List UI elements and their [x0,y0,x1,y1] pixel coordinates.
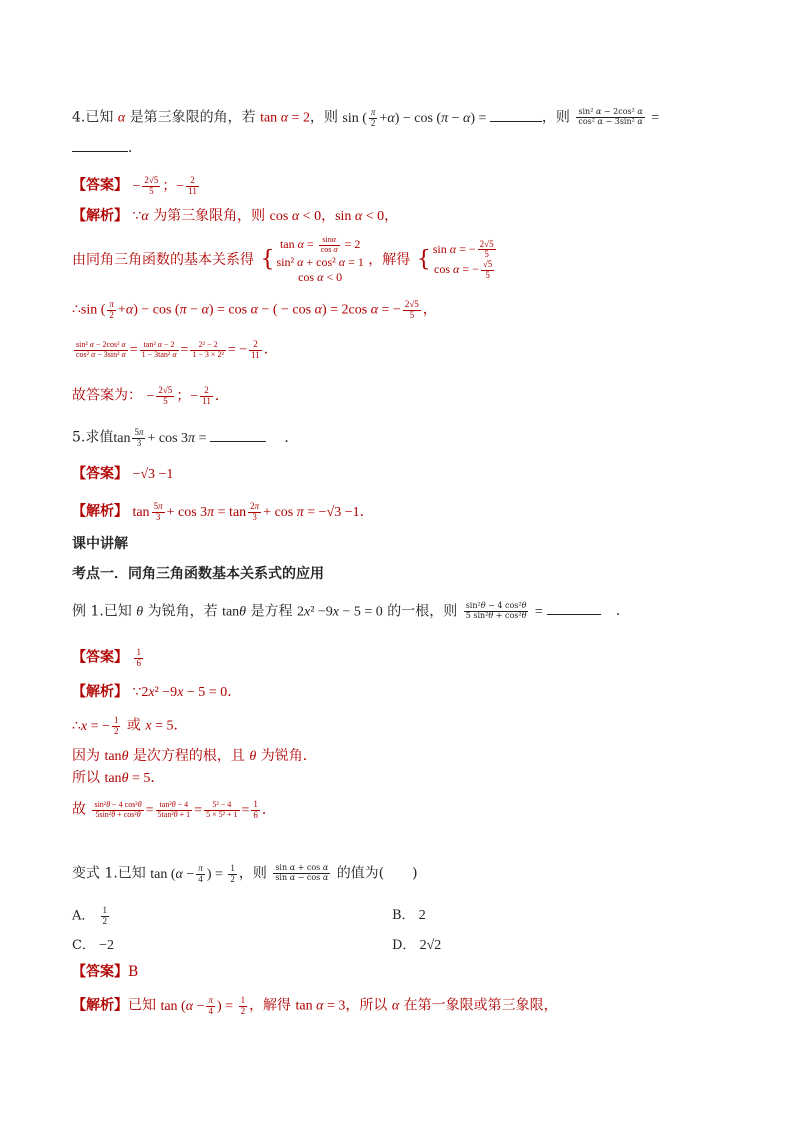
ex1-analysis-4: 所以 tanθ = 5． [72,770,165,786]
q5-analysis: 【解析】 tan $\frac{5\pi}{3}$ + cos 3π = tan $\frac{2\pi}{3}$ + cos π = −√3 −1． [72,501,374,522]
ex1-answer: 【答案】 $\frac{1}{6}$ [72,647,141,668]
q5-stem: 5.求值tan $\frac{5\pi}{3}$ + cos 3π = ． [72,427,299,448]
var1-option-c[interactable]: C． −2 [72,938,114,953]
q4-final: 故答案为： − $\frac{2√5}{5}$ ；− $\frac{2}{11}$ ． [72,385,229,406]
ex1-analysis-5: 故 $\frac{\text{sin²θ − 4 cos²θ}}{\text{5sin²θ + cos²θ}}$ = $\frac{\text{tan²θ − 4}}{\text{5tan²θ + 1}}$ = $\frac{\text{5² − 4}}{\text{5 × 5² + 1}}$ = $\frac{1}{6}$ ． [72,799,276,820]
q4-stem: 4.已知 α 是第三象限的角，若 tan α = 2，则 sin ( $\frac{\pi}{2}$ +α) − cos (π − α) = ，则 $\frac{\text{sin² α − 2cos² α}}{\text{cos² α − 3sin² α}}$ = [72,107,660,128]
q5-answer: 【答案】 −√3 −1 [72,466,174,482]
q4-analysis-3: ∴sin ( $\frac{\pi}{2}$ +α) − cos (π − α) = cos α − ( − cos α) = 2cos α = − $\frac{2√5}{5}$ ， [72,299,437,320]
q4-analysis-2: 由同角三角函数的基本关系得 {tan α = $\frac{\sin\alpha}{\text{cos α}}$ = 2 sin² α + cos² α = 1 cos α < 0 ，解得 {sin α = − $\frac{2√5}{5}$ cos α = − $\frac{√5}{5}$ [72,235,494,284]
var1-stem: 变式 1.已知 tan (α − $\frac{\pi}{4}$ ) = $\frac{1}{2}$ ，则 $\frac{\text{sin α + cos α}}{\text{sin α − cos α}}$ 的值为( ) [72,863,418,884]
ex1-analysis-3: 因为 tanθ 是次方程的根，且 θ 为锐角． [72,748,317,764]
var1-option-d[interactable]: D． 2√2 [392,938,442,953]
ex1-blank[interactable] [547,614,601,615]
q5-blank[interactable] [210,441,266,442]
q4-answer: 【答案】 − $\frac{2√5}{5}$ ；− $\frac{2}{11}$ [72,175,197,196]
var1-analysis: 【解析】已知 tan (α − $\frac{\pi}{4}$ ) = $\frac{1}{2}$ ，解得 tan α = 3，所以 α 在第一象限或第三象限， [72,995,558,1016]
var1-answer: 【答案】B [72,964,139,980]
var1-option-a[interactable]: A． $\frac{1}{2}$ [72,905,108,926]
q4-analysis-4: $\frac{\text{sin² α − 2cos² α}}{\text{cos² α − 3sin² α}}$ = $\frac{\text{tan² α − 2}}{\text{1 − 3tan² α}}$ = $\frac{\text{2² − 2}}{\text{1 − 3 × 2²}}$ = − $\frac{2}{11}$ ． [76,339,278,360]
section-title: 课中讲解 [72,536,128,552]
ex1-analysis-2: ∴x = − $\frac{1}{2}$ 或 x = 5． [72,715,188,736]
ex1-stem: 例 1.已知 θ 为锐角，若 tanθ 是方程 2x² −9x − 5 = 0 的一根，则 $\frac{\text{sin²θ − 4 cos²θ}}{\text{5 sin²θ + cos²θ}}$ = ． [72,601,630,620]
q4-blank-2[interactable] [72,151,128,152]
q4-analysis-1: 【解析】 ∵α 为第三象限角，则 cos α < 0，sin α < 0， [72,208,399,224]
q4-blank-1[interactable] [490,121,542,122]
q4-blank-2-line: ． [72,140,142,157]
ex1-analysis-1: 【解析】 ∵2x² −9x − 5 = 0． [72,684,242,700]
section-point: 考点一．同角三角函数基本关系式的应用 [72,566,324,582]
var1-option-b[interactable]: B． 2 [392,908,426,923]
